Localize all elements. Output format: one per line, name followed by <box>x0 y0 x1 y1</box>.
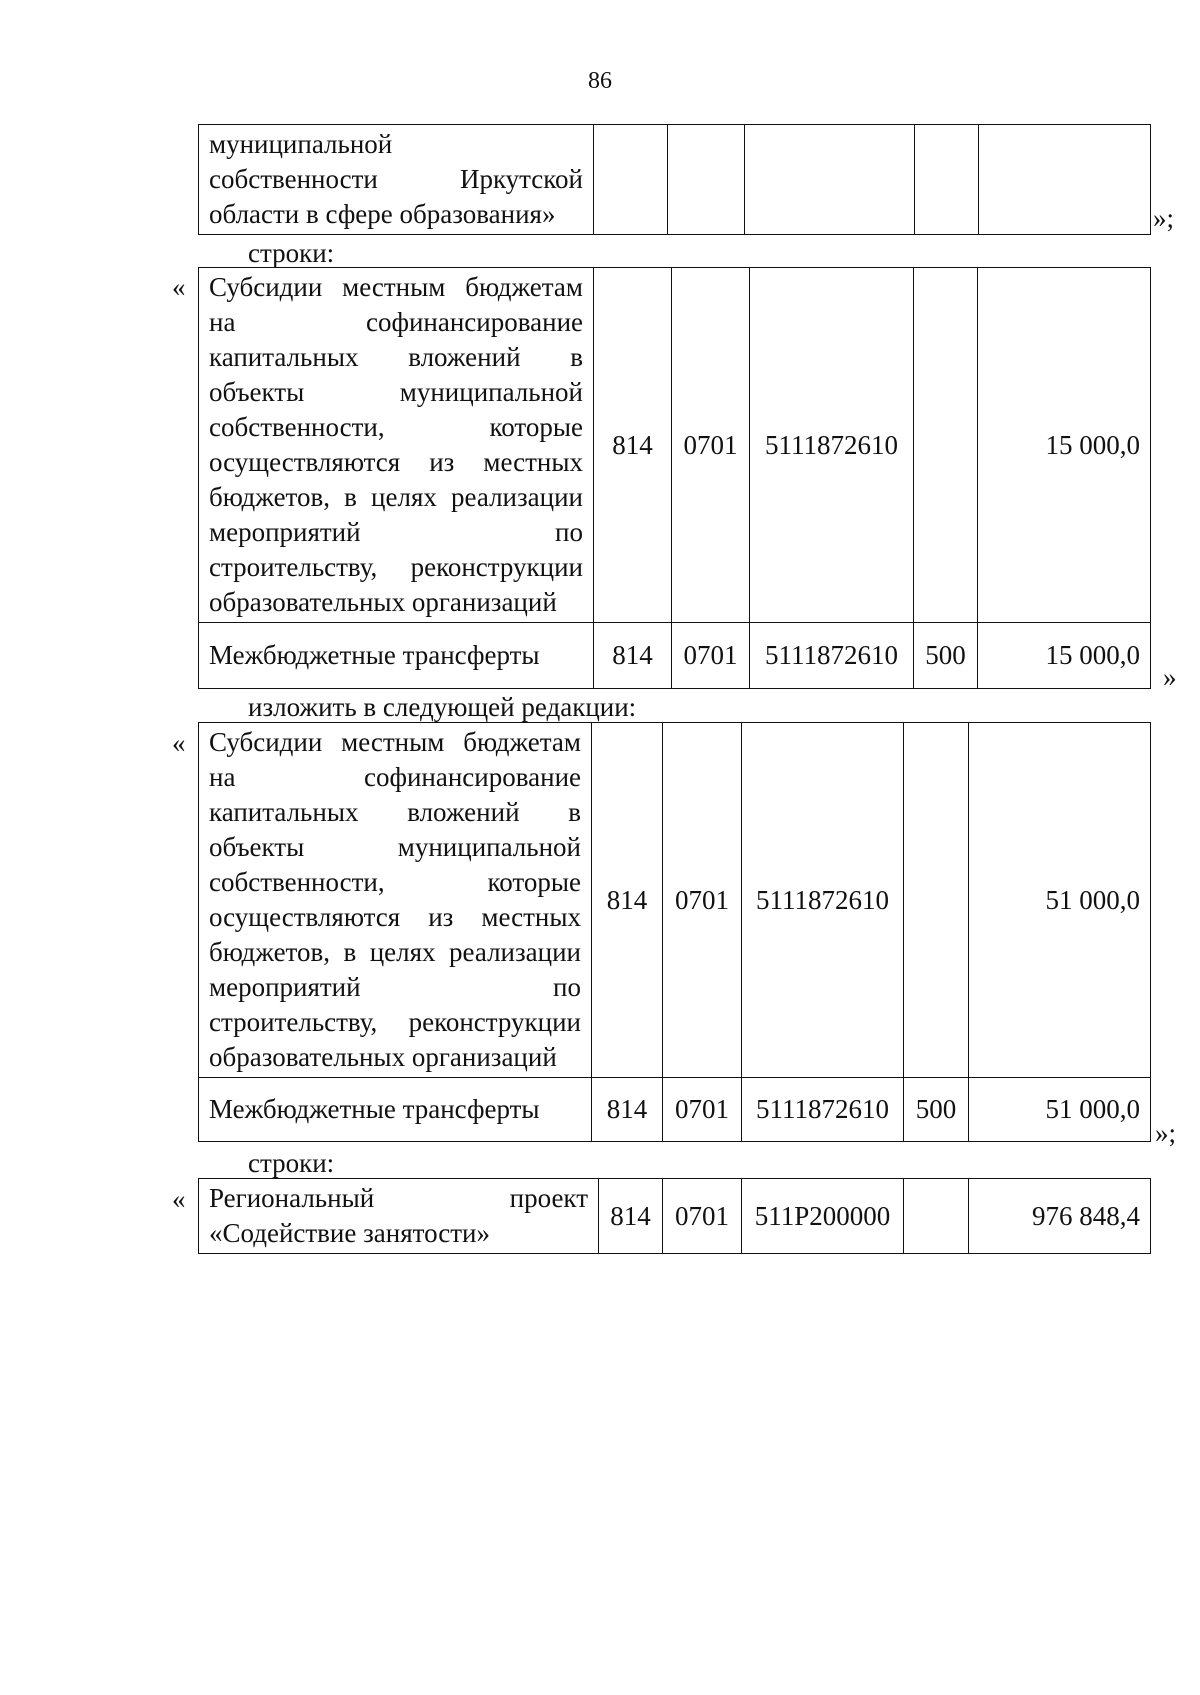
opening-quote: « <box>172 272 186 302</box>
closing-quote: » <box>1163 662 1177 692</box>
section-code-cell: 0701 <box>672 623 750 689</box>
expense-type-cell <box>914 268 978 623</box>
row-description <box>199 1078 592 1142</box>
amount-cell <box>979 125 1151 235</box>
target-code-cell: 5111872610 <box>742 1078 904 1142</box>
description-line: Региональный проект <box>209 1183 588 1213</box>
amount-cell: 51 000,0 <box>969 1078 1151 1142</box>
amount-cell: 976 848,4 <box>969 1179 1151 1254</box>
description-line: Субсидии местным бюджетам <box>209 272 583 302</box>
section-code-cell <box>668 125 745 235</box>
table-row <box>199 1179 1151 1254</box>
description-line: капитальных вложений в <box>209 797 581 827</box>
description-line: собственности, которые <box>209 412 583 442</box>
target-code-cell: 5111872610 <box>750 268 914 623</box>
description-line: Межбюджетные трансферты <box>209 640 540 670</box>
target-code-cell <box>745 125 915 235</box>
admin-code-cell <box>594 125 668 235</box>
expense-type-cell: 500 <box>904 1078 969 1142</box>
amount-cell: 15 000,0 <box>978 623 1151 689</box>
admin-code-cell: 814 <box>594 268 672 623</box>
table-row <box>199 1078 1151 1142</box>
page-number: 86 <box>588 68 612 94</box>
amount-cell: 51 000,0 <box>969 723 1151 1078</box>
description-line: мероприятий по <box>209 517 583 547</box>
table-row <box>199 268 1151 623</box>
admin-code-cell: 814 <box>599 1179 663 1254</box>
row-description <box>199 723 592 1078</box>
description-line: объекты муниципальной <box>209 377 583 407</box>
row-description <box>199 623 594 689</box>
description-line: образовательных организаций <box>209 1042 557 1072</box>
target-code-cell: 5111872610 <box>742 723 904 1078</box>
description-line: муниципальной <box>209 129 393 159</box>
description-line: на софинансирование <box>209 307 583 337</box>
description-line: образовательных организаций <box>209 587 557 617</box>
admin-code-cell: 814 <box>592 723 663 1078</box>
section-code-cell: 0701 <box>663 1078 742 1142</box>
opening-quote: « <box>172 1184 186 1214</box>
description-line: Субсидии местным бюджетам <box>209 727 581 757</box>
amount-cell: 15 000,0 <box>978 268 1151 623</box>
description-line: собственности, которые <box>209 867 581 897</box>
table-row <box>199 125 1151 235</box>
description-line: капитальных вложений в <box>209 342 583 372</box>
expense-type-cell <box>915 125 979 235</box>
target-code-cell: 5111872610 <box>750 623 914 689</box>
description-line: на софинансирование <box>209 762 581 792</box>
admin-code-cell: 814 <box>592 1078 663 1142</box>
description-line: осуществляются из местных <box>209 447 583 477</box>
description-line: «Содействие занятости» <box>209 1218 490 1248</box>
description-line: Межбюджетные трансферты <box>209 1094 540 1124</box>
section-label: строки: <box>248 1148 335 1178</box>
section-code-cell: 0701 <box>672 268 750 623</box>
closing-quote: »; <box>1155 1118 1177 1148</box>
budget-table-continuation <box>198 124 1151 235</box>
budget-table-old <box>198 267 1151 689</box>
section-label: строки: <box>248 238 335 268</box>
section-label: изложить в следующей редакции: <box>248 692 637 722</box>
row-description <box>199 268 594 623</box>
budget-table-new <box>198 722 1151 1142</box>
row-description <box>199 1179 599 1254</box>
admin-code-cell: 814 <box>594 623 672 689</box>
description-line: области в сфере образования» <box>209 199 556 229</box>
closing-quote: »; <box>1153 203 1175 233</box>
section-code-cell: 0701 <box>663 1179 742 1254</box>
table-row <box>199 723 1151 1078</box>
expense-type-cell <box>904 1179 969 1254</box>
opening-quote: « <box>172 728 186 758</box>
row-description <box>199 125 594 235</box>
description-line: собственности Иркутской <box>209 164 583 194</box>
description-line: осуществляются из местных <box>209 902 581 932</box>
description-line: строительству, реконструкции <box>209 552 583 582</box>
expense-type-cell: 500 <box>914 623 978 689</box>
description-line: мероприятий по <box>209 972 581 1002</box>
expense-type-cell <box>904 723 969 1078</box>
description-line: бюджетов, в целях реализации <box>209 482 583 512</box>
budget-table-regional-project <box>198 1178 1151 1254</box>
target-code-cell: 511P200000 <box>742 1179 904 1254</box>
description-line: объекты муниципальной <box>209 832 581 862</box>
table-row <box>199 623 1151 689</box>
section-code-cell: 0701 <box>663 723 742 1078</box>
description-line: строительству, реконструкции <box>209 1007 581 1037</box>
description-line: бюджетов, в целях реализации <box>209 937 581 967</box>
